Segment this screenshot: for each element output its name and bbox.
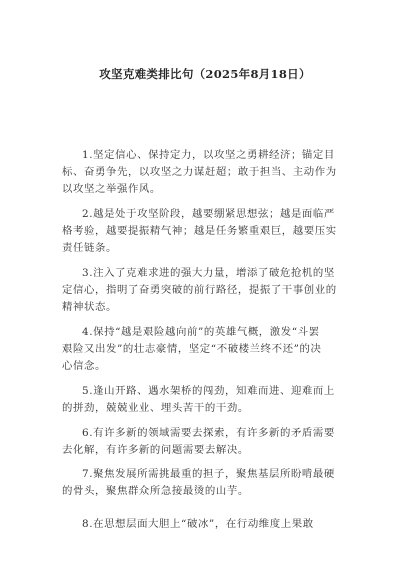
paragraph-line: 责任链条。 xyxy=(62,242,117,254)
paragraph-line: 标、奋勇争先，以攻坚之力谋赶超；敢于担当、主动作为 xyxy=(62,166,337,178)
paragraph-1 xyxy=(62,147,352,198)
paragraph-7 xyxy=(62,466,352,500)
paragraph-line: 7.聚焦发展所需挑最重的担子，聚焦基层所盼啃最硬 xyxy=(82,468,335,480)
document-title: 攻坚克难类排比句（2025年8月18日） xyxy=(99,67,311,81)
paragraph-3 xyxy=(62,265,352,316)
paragraph-8 xyxy=(62,516,352,533)
paragraph-line: 心信念。 xyxy=(62,360,106,372)
paragraph-4 xyxy=(62,324,352,375)
paragraph-line: 6.有许多新的领域需要去探索，有许多新的矛盾需要 xyxy=(82,427,335,439)
paragraph-line: 3.注入了克难求进的强大力量，增添了破危抢机的坚 xyxy=(82,267,335,279)
paragraph-line: 的骨头，聚焦群众所急接最烫的山芋。 xyxy=(62,485,249,497)
paragraph-line: 1.坚定信心、保持定力，以攻坚之勇耕经济；锚定目 xyxy=(82,149,335,161)
paragraph-line: 精神状态。 xyxy=(62,301,117,313)
paragraph-line: 格考验，越要提振精气神；越是任务繁重艰巨，越要压实 xyxy=(62,225,337,237)
paragraph-6 xyxy=(62,425,352,459)
paragraph-line: 5.逢山开路、遇水架桥的闯劲，知难而进、迎难而上 xyxy=(82,385,335,397)
paragraph-line: 以攻坚之举强作风。 xyxy=(62,183,161,195)
paragraph-2 xyxy=(62,206,352,257)
paragraph-line: 去化解，有许多新的问题需要去解决。 xyxy=(62,444,249,456)
paragraph-line: 的拼劲，兢兢业业、埋头苦干的干劲。 xyxy=(62,402,249,414)
paragraph-line: 8.在思想层面大胆上“破冰”，在行动维度上果敢 xyxy=(82,518,314,530)
paragraph-5 xyxy=(62,383,352,417)
paragraph-line: 艰险又出发”的壮志豪情，坚定“不破楼兰终不还”的决 xyxy=(62,343,322,355)
paragraph-line: 2.越是处于攻坚阶段，越要绷紧思想弦；越是面临严 xyxy=(82,208,335,220)
paragraph-line: 定信心，指明了奋勇突破的前行路径，提振了干事创业的 xyxy=(62,284,337,296)
paragraph-line: 4.保持“越是艰险越向前”的英雄气概，激发“斗罢 xyxy=(82,326,320,338)
